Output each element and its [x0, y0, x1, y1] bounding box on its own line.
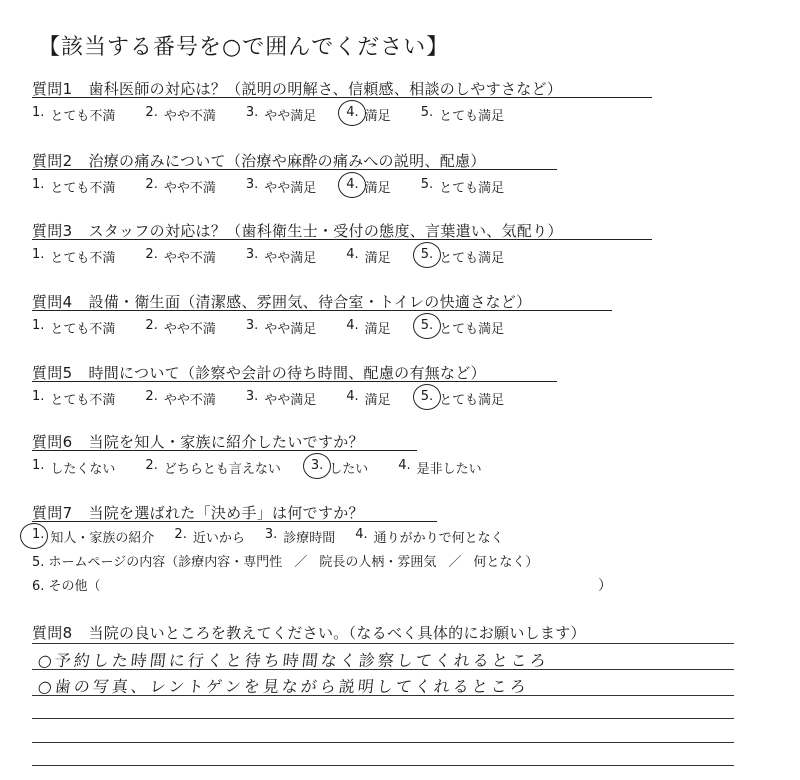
question-text: 当院を選ばれた「決め手」は何ですか？ — [88, 504, 364, 522]
answer-option[interactable] — [246, 389, 316, 408]
option-number: 4. — [398, 458, 411, 473]
question-6-options — [32, 458, 512, 477]
answer-line — [32, 718, 734, 719]
question-underline — [32, 450, 417, 451]
option-number: 3. — [245, 389, 259, 404]
question-4-options — [32, 318, 534, 337]
answer-option[interactable] — [145, 247, 215, 266]
option-number: 3. — [245, 177, 259, 192]
question-number: 質問8 — [32, 624, 73, 642]
option-number: 4. — [346, 105, 359, 120]
option-label: 満足 — [364, 251, 391, 266]
answer-line — [32, 669, 734, 670]
other-close-paren: ） — [598, 578, 612, 594]
answer-line — [32, 765, 734, 766]
question-text: 当院の良いところを教えてください。（なるべく具体的にお願いします） — [88, 624, 586, 642]
question-1-options — [32, 105, 534, 124]
option-number: 3. — [264, 527, 278, 542]
option-number: 3. — [245, 105, 259, 120]
question-text: 治療の痛みについて（治療や麻酔の痛みへの説明、配慮） — [88, 152, 486, 170]
answer-line — [32, 742, 734, 743]
option-number: 2. — [145, 177, 158, 192]
option-label: 満足 — [364, 109, 391, 124]
question-3-title — [32, 220, 563, 241]
answer-option[interactable] — [355, 527, 503, 546]
answer-option[interactable] — [145, 318, 215, 337]
question-number: 質問4 — [32, 293, 73, 311]
option-number: 1. — [32, 105, 45, 120]
option-number: 4. — [355, 527, 368, 542]
answer-option[interactable] — [32, 247, 115, 266]
option-number: 2. — [145, 458, 158, 473]
question-number: 質問5 — [32, 364, 73, 382]
selected-answer-circle — [413, 384, 441, 410]
option-label: やや不満 — [163, 393, 216, 408]
option-label: 満足 — [364, 181, 391, 196]
option-label: やや満足 — [264, 109, 317, 124]
handwritten-answer-1: ○予約した時間に行くと待ち時間なく診察してくれるところ — [36, 651, 550, 670]
answer-option[interactable] — [32, 458, 115, 477]
answer-option[interactable] — [145, 389, 215, 408]
option-label: その他（ — [48, 579, 101, 594]
option-label: 近いから — [192, 531, 245, 546]
answer-option[interactable] — [421, 105, 504, 124]
option-label: したい — [329, 462, 369, 477]
option-number: 2. — [145, 318, 158, 333]
selected-answer-circle — [20, 523, 48, 549]
option-label: とても不満 — [50, 251, 116, 266]
option-number: 5. — [420, 177, 434, 192]
option-number: 1. — [32, 458, 45, 473]
answer-option[interactable] — [145, 458, 280, 477]
option-number: 2. — [145, 247, 158, 262]
option-number: 4. — [346, 177, 359, 192]
option-label: とても満足 — [439, 322, 505, 337]
question-8-title — [32, 622, 586, 643]
question-2-title — [32, 150, 486, 171]
answer-line — [32, 695, 734, 696]
option-number: 4. — [346, 247, 359, 262]
question-number: 質問1 — [32, 80, 73, 98]
question-underline — [32, 169, 557, 170]
question-5-title — [32, 362, 486, 383]
question-text: 歯科医師の対応は？（説明の明解さ、信頼感、相談のしやすさなど） — [88, 80, 563, 98]
option-label: やや満足 — [264, 322, 317, 337]
option-label: とても不満 — [50, 181, 116, 196]
option-number: 1. — [32, 389, 45, 404]
answer-option[interactable] — [32, 105, 115, 124]
option-label: 通りがかりで何となく — [373, 531, 504, 546]
option-number: 5. — [32, 555, 45, 570]
selected-answer-circle — [413, 313, 441, 339]
q7-option-5[interactable] — [32, 551, 538, 570]
answer-option[interactable] — [246, 318, 316, 337]
option-number: 1. — [32, 318, 45, 333]
option-number: 1. — [32, 247, 45, 262]
question-number: 質問6 — [32, 433, 73, 451]
question-5-options — [32, 389, 534, 408]
option-label: 満足 — [364, 322, 391, 337]
question-1-title — [32, 78, 562, 99]
option-label: やや満足 — [264, 251, 317, 266]
option-label: 知人・家族の紹介 — [50, 531, 155, 546]
q7-options-line-1 — [32, 527, 524, 546]
option-label-end: 何となく） — [473, 555, 539, 570]
option-label: どちらとも言えない — [163, 462, 281, 477]
option-label: やや不満 — [163, 181, 216, 196]
answer-option[interactable] — [145, 177, 215, 196]
option-label: 満足 — [364, 393, 391, 408]
question-text: 時間について（診察や会計の待ち時間、配慮の有無など） — [88, 364, 486, 382]
question-text: スタッフの対応は？（歯科衛生士・受付の態度、言葉遣い、気配り） — [88, 222, 563, 240]
answer-option[interactable] — [346, 247, 390, 266]
option-label: とても満足 — [439, 251, 505, 266]
option-number: 5. — [420, 105, 434, 120]
option-number: 2. — [174, 527, 187, 542]
question-underline — [32, 521, 437, 522]
option-label: とても満足 — [439, 181, 505, 196]
question-text: 当院を知人・家族に紹介したいですか？ — [88, 433, 364, 451]
question-7-title — [32, 502, 364, 523]
option-number: 4. — [346, 318, 359, 333]
option-label: やや満足 — [264, 393, 317, 408]
answer-option[interactable] — [145, 105, 215, 124]
question-underline — [32, 381, 557, 382]
form-header: 【該当する番号を○で囲んでください】 — [38, 35, 450, 60]
question-underline — [32, 97, 652, 98]
option-label: とても満足 — [439, 393, 505, 408]
question-number: 質問2 — [32, 152, 73, 170]
answer-option[interactable] — [346, 389, 390, 408]
option-number: 4. — [346, 389, 359, 404]
question-3-options — [32, 247, 534, 266]
option-number: 1. — [32, 527, 45, 542]
answer-line — [32, 643, 734, 644]
option-number: 3. — [310, 458, 324, 473]
option-number: 6. — [32, 579, 45, 594]
option-label: とても不満 — [50, 322, 116, 337]
answer-option[interactable] — [32, 389, 115, 408]
answer-option[interactable] — [32, 527, 154, 546]
q7-option-6[interactable] — [32, 575, 101, 594]
selected-answer-circle — [413, 242, 441, 268]
option-label: とても不満 — [50, 393, 116, 408]
option-number: 2. — [145, 389, 158, 404]
option-label: やや不満 — [163, 109, 216, 124]
option-number: 1. — [32, 177, 45, 192]
question-underline — [32, 310, 612, 311]
option-number: 2. — [145, 105, 158, 120]
answer-option[interactable] — [246, 105, 316, 124]
option-label: やや不満 — [163, 322, 216, 337]
question-4-title — [32, 291, 531, 312]
option-number: 5. — [420, 389, 434, 404]
answer-option[interactable] — [265, 527, 335, 546]
selected-answer-circle — [303, 453, 331, 479]
question-6-title — [32, 431, 364, 452]
option-number: 3. — [245, 318, 259, 333]
answer-option[interactable] — [398, 458, 481, 477]
option-label-mid: 院長の人柄・雰囲気 — [319, 555, 437, 570]
option-label: やや不満 — [163, 251, 216, 266]
separator: ／ — [294, 555, 308, 570]
option-number: 3. — [245, 247, 259, 262]
option-number: 5. — [420, 318, 434, 333]
question-2-options — [32, 177, 534, 196]
question-underline — [32, 239, 652, 240]
question-number: 質問7 — [32, 504, 73, 522]
option-label: ホームページの内容（診療内容・専門性 — [48, 555, 283, 570]
answer-option[interactable] — [32, 177, 115, 196]
answer-option[interactable] — [174, 527, 244, 546]
option-label: やや満足 — [264, 181, 317, 196]
separator: ／ — [448, 555, 462, 570]
handwritten-answer-2: ○歯の写真、レントゲンを見ながら説明してくれるところ — [36, 677, 530, 696]
answer-option[interactable] — [421, 177, 504, 196]
question-number: 質問3 — [32, 222, 73, 240]
question-text: 設備・衛生面（清潔感、雰囲気、待合室・トイレの快適さなど） — [88, 293, 532, 311]
option-label: 診療時間 — [283, 531, 336, 546]
answer-option[interactable] — [246, 247, 316, 266]
answer-option[interactable] — [32, 318, 115, 337]
option-number: 5. — [420, 247, 434, 262]
option-label: 是非したい — [416, 462, 482, 477]
answer-option[interactable] — [346, 318, 390, 337]
option-label: とても満足 — [439, 109, 505, 124]
option-label: したくない — [50, 462, 116, 477]
option-label: とても不満 — [50, 109, 116, 124]
answer-option[interactable] — [246, 177, 316, 196]
